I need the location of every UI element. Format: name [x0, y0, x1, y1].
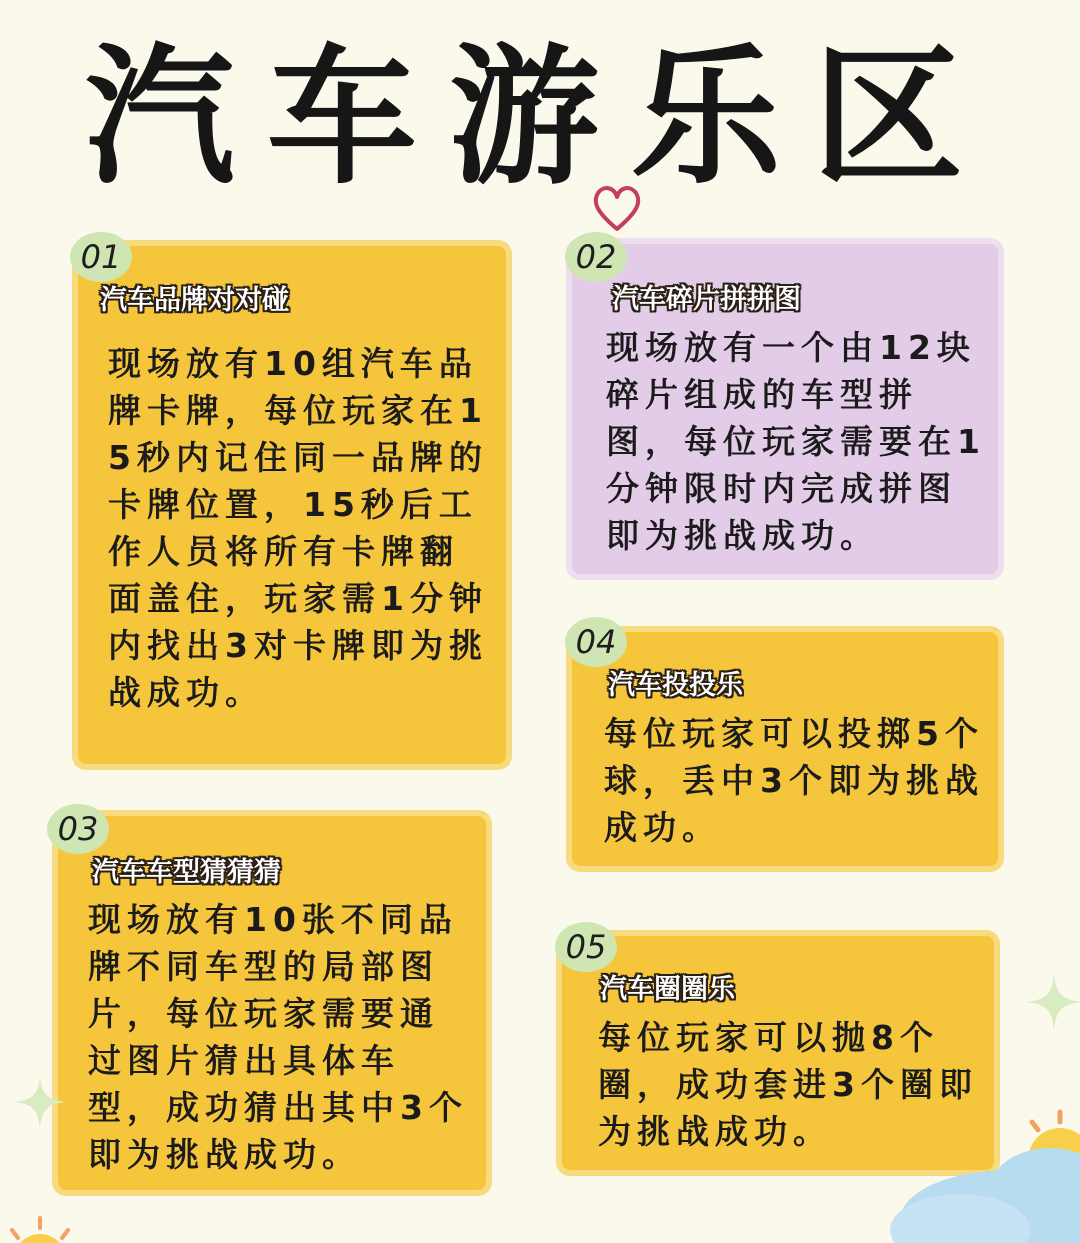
page-title: 汽车游乐区 — [84, 31, 995, 205]
card-body: 现场放有一个由12块碎片组成的车型拼图，每位玩家需要在1分钟限时内完成拼图即为挑战成功。 — [606, 328, 986, 555]
card-heading: 汽车投投乐 — [608, 670, 743, 701]
sun-icon — [0, 1210, 120, 1243]
card-number-badge: 04 — [565, 617, 627, 667]
card-heading: 汽车碎片拼拼图 — [612, 284, 801, 315]
sparkle-icon — [12, 1074, 68, 1130]
card-number-badge: 05 — [555, 922, 617, 972]
heart-icon — [590, 183, 644, 233]
cloud-icon — [860, 1130, 1080, 1243]
card-body: 每位玩家可以抛8个圈，成功套进3个圈即为挑战成功。 — [598, 1018, 978, 1151]
card-number-badge: 03 — [47, 804, 109, 854]
card-number-badge: 01 — [70, 232, 132, 282]
card-number-badge: 02 — [565, 232, 627, 282]
sparkle-icon — [1024, 972, 1080, 1032]
card-heading: 汽车品牌对对碰 — [100, 285, 289, 316]
card-body: 现场放有10组汽车品牌卡牌，每位玩家在15秒内记住同一品牌的卡牌位置，15秒后工作人员将所有卡牌翻面盖住，玩家需1分钟内找出3对卡牌即为挑战成功。 — [108, 344, 488, 712]
card-heading: 汽车车型猜猜猜 — [92, 857, 281, 888]
card-body: 现场放有10张不同品牌不同车型的局部图片，每位玩家需要通过图片猜出具体车型，成功猜出其中3个即为挑战成功。 — [88, 900, 468, 1174]
card-body: 每位玩家可以投掷5个球，丢中3个即为挑战成功。 — [604, 714, 984, 847]
card-heading: 汽车圈圈乐 — [600, 974, 735, 1005]
